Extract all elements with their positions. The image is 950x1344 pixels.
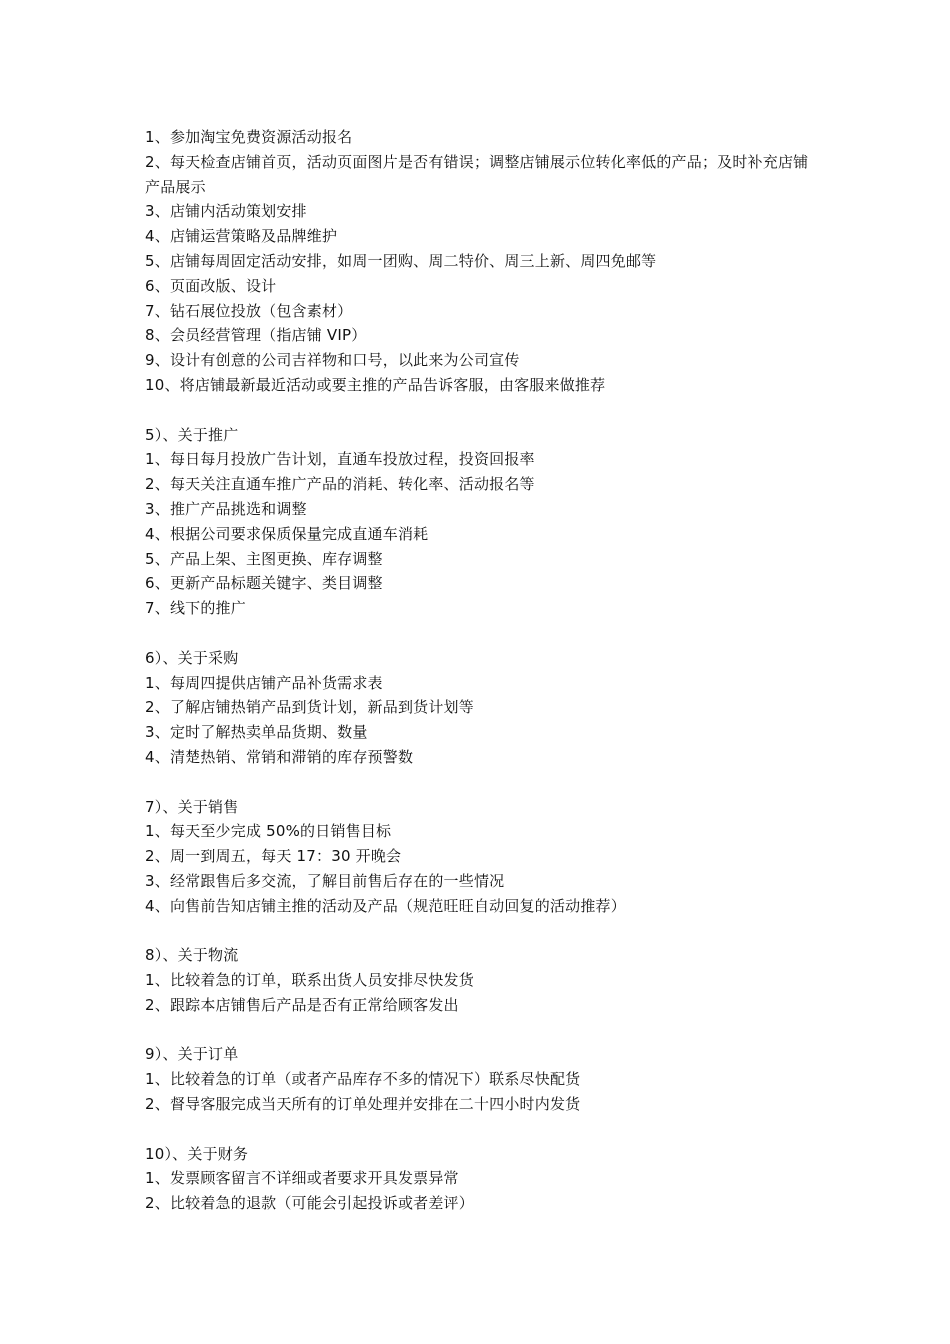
section-heading: 9）、关于订单	[145, 1045, 239, 1064]
list-item: 1、比较着急的订单（或者产品库存不多的情况下）联系尽快配货	[145, 1070, 581, 1089]
list-item: 2、跟踪本店铺售后产品是否有正常给顾客发出	[145, 995, 459, 1014]
list-item: 5、产品上架、主图更换、库存调整	[145, 549, 383, 568]
list-item: 2、督导客服完成当天所有的订单处理并安排在二十四小时内发货	[145, 1095, 581, 1114]
list-item: 1、每周四提供店铺产品补货需求表	[145, 673, 383, 692]
list-item: 3、经常跟售后多交流，了解目前售后存在的一些情况	[145, 871, 505, 890]
list-item: 2、每天关注直通车推广产品的消耗、转化率、活动报名等	[145, 475, 535, 494]
list-item: 1、每天至少完成 50%的日销售目标	[145, 822, 392, 841]
paragraph-spacer	[145, 1018, 810, 1043]
list-item: 1、发票顾客留言不详细或者要求开具发票异常	[145, 1169, 459, 1188]
section-heading: 6）、关于采购	[145, 648, 239, 667]
list-item: 1、每日每月投放广告计划，直通车投放过程，投资回报率	[145, 450, 535, 469]
section-finance	[145, 1142, 810, 1216]
paragraph-spacer	[145, 398, 810, 423]
list-item: 2、了解店铺热销产品到货计划，新品到货计划等	[145, 698, 474, 717]
list-item: 5、店铺每周固定活动安排，如周一团购、周二特价、周三上新、周四免邮等	[145, 251, 657, 270]
list-item: 3、推广产品挑选和调整	[145, 499, 307, 518]
section-heading: 8）、关于物流	[145, 946, 239, 965]
list-item: 2、周一到周五，每天 17：30 开晚会	[145, 847, 402, 866]
list-item: 2、比较着急的退款（可能会引起投诉或者差评）	[145, 1194, 474, 1213]
list-item: 10、将店铺最新最近活动或要主推的产品告诉客服，由客服来做推荐	[145, 375, 606, 394]
section-logistics	[145, 943, 810, 1017]
paragraph-spacer	[145, 1117, 810, 1142]
list-item: 7、钻石展位投放（包含素材）	[145, 301, 353, 320]
list-item: 4、向售前告知店铺主推的活动及产品（规范旺旺自动回复的活动推荐）	[145, 896, 626, 915]
list-item: 1、参加淘宝免费资源活动报名	[145, 128, 353, 146]
paragraph-spacer	[145, 621, 810, 646]
list-item: 8、会员经营管理（指店铺 VIP）	[145, 326, 367, 345]
list-item: 4、清楚热销、常销和滞销的库存预警数	[145, 747, 414, 766]
list-item: 1、比较着急的订单，联系出货人员安排尽快发货	[145, 971, 474, 990]
paragraph-spacer	[145, 919, 810, 944]
section-promotion	[145, 423, 810, 621]
list-item: 6、页面改版、设计	[145, 276, 277, 295]
list-item: 6、更新产品标题关键字、类目调整	[145, 574, 383, 593]
section-heading: 10）、关于财务	[145, 1144, 249, 1163]
list-item: 7、线下的推广	[145, 599, 246, 618]
section-heading: 7）、关于销售	[145, 797, 239, 816]
section-sales	[145, 795, 810, 919]
list-item: 3、定时了解热卖单品货期、数量	[145, 723, 368, 742]
paragraph-spacer	[145, 770, 810, 795]
list-item: 4、店铺运营策略及品牌维护	[145, 227, 338, 246]
section-purchasing	[145, 646, 810, 770]
list-item: 3、店铺内活动策划安排	[145, 202, 307, 221]
section-orders	[145, 1042, 810, 1116]
list-item: 2、每天检查店铺首页，活动页面图片是否有错误；调整店铺展示位转化率低的产品；及时补充店铺产品展示	[145, 152, 809, 196]
list-item: 4、根据公司要求保质保量完成直通车消耗	[145, 524, 429, 543]
section-heading: 5）、关于推广	[145, 425, 239, 444]
section-store-operations	[145, 125, 810, 398]
list-item: 9、设计有创意的公司吉祥物和口号，以此来为公司宣传	[145, 351, 520, 370]
